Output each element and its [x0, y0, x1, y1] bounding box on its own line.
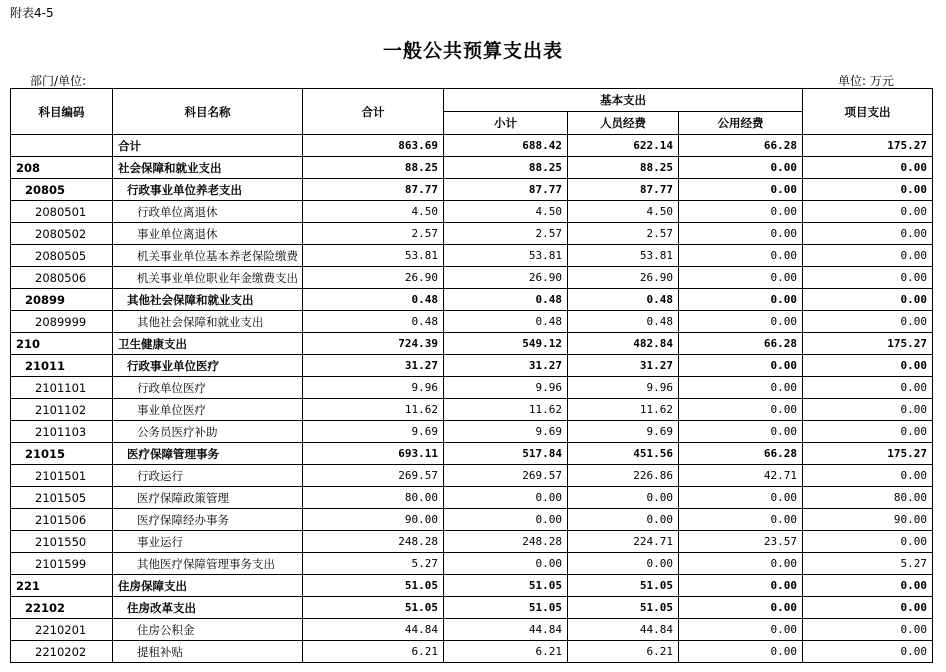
header-subtotal: 小计 — [444, 112, 568, 135]
cell-personnel: 9.69 — [568, 421, 679, 443]
cell-subtotal: 0.00 — [444, 487, 568, 509]
unit-label: 单位: 万元 — [838, 74, 894, 88]
cell-total: 269.57 — [303, 465, 444, 487]
cell-name: 事业单位离退休 — [113, 223, 303, 245]
header-project-expenditure: 项目支出 — [803, 89, 933, 135]
cell-subtotal: 517.84 — [444, 443, 568, 465]
cell-total: 0.48 — [303, 289, 444, 311]
table-row — [11, 289, 933, 311]
cell-name: 行政单位离退休 — [113, 201, 303, 223]
cell-subtotal: 0.48 — [444, 311, 568, 333]
cell-total: 724.39 — [303, 333, 444, 355]
cell-personnel: 0.00 — [568, 509, 679, 531]
cell-personnel: 53.81 — [568, 245, 679, 267]
header-basic-expenditure: 基本支出 — [444, 89, 803, 112]
cell-project: 175.27 — [803, 135, 933, 157]
cell-total: 5.27 — [303, 553, 444, 575]
cell-project: 0.00 — [803, 641, 933, 663]
cell-project: 0.00 — [803, 267, 933, 289]
cell-project: 0.00 — [803, 377, 933, 399]
table-row — [11, 377, 933, 399]
cell-public: 0.00 — [679, 553, 803, 575]
cell-personnel: 6.21 — [568, 641, 679, 663]
cell-project: 0.00 — [803, 531, 933, 553]
cell-total: 693.11 — [303, 443, 444, 465]
cell-total: 9.96 — [303, 377, 444, 399]
cell-project: 90.00 — [803, 509, 933, 531]
cell-public: 0.00 — [679, 575, 803, 597]
cell-code: 21015 — [11, 443, 113, 465]
cell-public: 0.00 — [679, 421, 803, 443]
cell-total: 51.05 — [303, 597, 444, 619]
table-body — [11, 135, 933, 663]
cell-total: 9.69 — [303, 421, 444, 443]
cell-total: 26.90 — [303, 267, 444, 289]
cell-project: 0.00 — [803, 223, 933, 245]
table-row — [11, 157, 933, 179]
header-total: 合计 — [303, 89, 444, 135]
cell-code: 2101550 — [11, 531, 113, 553]
cell-total: 2.57 — [303, 223, 444, 245]
cell-public: 0.00 — [679, 311, 803, 333]
cell-name: 行政事业单位养老支出 — [113, 179, 303, 201]
table-row — [11, 267, 933, 289]
cell-subtotal: 9.96 — [444, 377, 568, 399]
cell-code: 2101599 — [11, 553, 113, 575]
cell-project: 175.27 — [803, 333, 933, 355]
cell-code: 2101103 — [11, 421, 113, 443]
cell-code: 2101505 — [11, 487, 113, 509]
cell-name: 其他社会保障和就业支出 — [113, 289, 303, 311]
cell-personnel: 44.84 — [568, 619, 679, 641]
cell-code: 20899 — [11, 289, 113, 311]
department-label: 部门/单位: — [30, 74, 87, 88]
cell-personnel: 51.05 — [568, 597, 679, 619]
cell-public: 0.00 — [679, 355, 803, 377]
cell-total: 248.28 — [303, 531, 444, 553]
cell-project: 0.00 — [803, 355, 933, 377]
cell-public: 66.28 — [679, 333, 803, 355]
cell-name: 合计 — [113, 135, 303, 157]
cell-code: 208 — [11, 157, 113, 179]
cell-total: 31.27 — [303, 355, 444, 377]
cell-public: 66.28 — [679, 443, 803, 465]
cell-code: 22102 — [11, 597, 113, 619]
cell-personnel: 0.00 — [568, 487, 679, 509]
table-row — [11, 553, 933, 575]
cell-personnel: 622.14 — [568, 135, 679, 157]
cell-name: 事业单位医疗 — [113, 399, 303, 421]
cell-public: 0.00 — [679, 597, 803, 619]
table-row — [11, 575, 933, 597]
cell-subtotal: 26.90 — [444, 267, 568, 289]
cell-total: 863.69 — [303, 135, 444, 157]
cell-personnel: 51.05 — [568, 575, 679, 597]
cell-name: 医疗保障管理事务 — [113, 443, 303, 465]
cell-name: 卫生健康支出 — [113, 333, 303, 355]
cell-name: 提租补贴 — [113, 641, 303, 663]
cell-subtotal: 9.69 — [444, 421, 568, 443]
cell-code: 2101102 — [11, 399, 113, 421]
cell-total: 53.81 — [303, 245, 444, 267]
cell-code: 2080505 — [11, 245, 113, 267]
table-row — [11, 443, 933, 465]
cell-code: 2101506 — [11, 509, 113, 531]
cell-subtotal: 87.77 — [444, 179, 568, 201]
cell-public: 42.71 — [679, 465, 803, 487]
table-row — [11, 487, 933, 509]
cell-code: 221 — [11, 575, 113, 597]
cell-subtotal: 6.21 — [444, 641, 568, 663]
cell-total: 51.05 — [303, 575, 444, 597]
cell-public: 0.00 — [679, 289, 803, 311]
cell-project: 175.27 — [803, 443, 933, 465]
cell-subtotal: 0.00 — [444, 509, 568, 531]
cell-project: 0.00 — [803, 157, 933, 179]
cell-project: 0.00 — [803, 245, 933, 267]
cell-public: 0.00 — [679, 245, 803, 267]
cell-subtotal: 549.12 — [444, 333, 568, 355]
cell-personnel: 88.25 — [568, 157, 679, 179]
table-row — [11, 619, 933, 641]
cell-personnel: 4.50 — [568, 201, 679, 223]
table-row — [11, 333, 933, 355]
header-name: 科目名称 — [113, 89, 303, 135]
cell-public: 0.00 — [679, 267, 803, 289]
document-title: 一般公共预算支出表 — [382, 40, 563, 62]
cell-personnel: 0.48 — [568, 289, 679, 311]
attachment-note: 附表4-5 — [10, 6, 54, 20]
cell-public: 0.00 — [679, 179, 803, 201]
cell-name: 行政事业单位医疗 — [113, 355, 303, 377]
cell-public: 0.00 — [679, 157, 803, 179]
cell-subtotal: 0.00 — [444, 553, 568, 575]
cell-name: 社会保障和就业支出 — [113, 157, 303, 179]
cell-public: 0.00 — [679, 399, 803, 421]
table-row — [11, 597, 933, 619]
cell-code: 2101101 — [11, 377, 113, 399]
cell-total: 11.62 — [303, 399, 444, 421]
cell-code: 20805 — [11, 179, 113, 201]
cell-total: 0.48 — [303, 311, 444, 333]
cell-public: 0.00 — [679, 641, 803, 663]
cell-total: 44.84 — [303, 619, 444, 641]
cell-public: 0.00 — [679, 509, 803, 531]
cell-personnel: 2.57 — [568, 223, 679, 245]
cell-name: 医疗保障政策管理 — [113, 487, 303, 509]
cell-name: 住房改革支出 — [113, 597, 303, 619]
cell-total: 4.50 — [303, 201, 444, 223]
cell-subtotal: 31.27 — [444, 355, 568, 377]
cell-total: 90.00 — [303, 509, 444, 531]
cell-public: 0.00 — [679, 201, 803, 223]
cell-code: 2080506 — [11, 267, 113, 289]
budget-table — [10, 88, 933, 663]
cell-public: 0.00 — [679, 619, 803, 641]
cell-project: 0.00 — [803, 201, 933, 223]
cell-code: 2080501 — [11, 201, 113, 223]
cell-subtotal: 248.28 — [444, 531, 568, 553]
cell-total: 88.25 — [303, 157, 444, 179]
cell-code: 2210201 — [11, 619, 113, 641]
cell-name: 医疗保障经办事务 — [113, 509, 303, 531]
cell-personnel: 224.71 — [568, 531, 679, 553]
cell-public: 23.57 — [679, 531, 803, 553]
cell-project: 80.00 — [803, 487, 933, 509]
table-row — [11, 509, 933, 531]
cell-name: 其他医疗保障管理事务支出 — [113, 553, 303, 575]
cell-personnel: 451.56 — [568, 443, 679, 465]
cell-code: 2080502 — [11, 223, 113, 245]
cell-subtotal: 51.05 — [444, 597, 568, 619]
cell-subtotal: 11.62 — [444, 399, 568, 421]
header-personnel: 人员经费 — [568, 112, 679, 135]
cell-code — [11, 135, 113, 157]
cell-project: 0.00 — [803, 575, 933, 597]
cell-total: 6.21 — [303, 641, 444, 663]
cell-code: 21011 — [11, 355, 113, 377]
cell-code: 2089999 — [11, 311, 113, 333]
cell-project: 0.00 — [803, 179, 933, 201]
table-row — [11, 135, 933, 157]
cell-name: 行政单位医疗 — [113, 377, 303, 399]
cell-personnel: 0.48 — [568, 311, 679, 333]
cell-name: 住房保障支出 — [113, 575, 303, 597]
cell-subtotal: 44.84 — [444, 619, 568, 641]
cell-project: 0.00 — [803, 311, 933, 333]
cell-subtotal: 88.25 — [444, 157, 568, 179]
cell-name: 其他社会保障和就业支出 — [113, 311, 303, 333]
cell-subtotal: 4.50 — [444, 201, 568, 223]
cell-personnel: 9.96 — [568, 377, 679, 399]
cell-public: 0.00 — [679, 223, 803, 245]
header-public: 公用经费 — [679, 112, 803, 135]
cell-total: 87.77 — [303, 179, 444, 201]
cell-total: 80.00 — [303, 487, 444, 509]
cell-personnel: 0.00 — [568, 553, 679, 575]
table-row — [11, 311, 933, 333]
cell-name: 住房公积金 — [113, 619, 303, 641]
cell-code: 2210202 — [11, 641, 113, 663]
table-row — [11, 201, 933, 223]
cell-project: 0.00 — [803, 421, 933, 443]
cell-project: 0.00 — [803, 619, 933, 641]
cell-personnel: 26.90 — [568, 267, 679, 289]
cell-code: 2101501 — [11, 465, 113, 487]
cell-subtotal: 2.57 — [444, 223, 568, 245]
cell-public: 0.00 — [679, 487, 803, 509]
cell-project: 0.00 — [803, 465, 933, 487]
cell-name: 行政运行 — [113, 465, 303, 487]
header-code: 科目编码 — [11, 89, 113, 135]
table-row — [11, 465, 933, 487]
cell-name: 事业运行 — [113, 531, 303, 553]
cell-personnel: 482.84 — [568, 333, 679, 355]
cell-subtotal: 51.05 — [444, 575, 568, 597]
cell-subtotal: 53.81 — [444, 245, 568, 267]
cell-code: 210 — [11, 333, 113, 355]
table-row — [11, 179, 933, 201]
cell-name: 公务员医疗补助 — [113, 421, 303, 443]
table-row — [11, 399, 933, 421]
cell-personnel: 31.27 — [568, 355, 679, 377]
table-row — [11, 421, 933, 443]
cell-public: 66.28 — [679, 135, 803, 157]
cell-name: 机关事业单位职业年金缴费支出 — [113, 267, 303, 289]
cell-subtotal: 688.42 — [444, 135, 568, 157]
cell-name: 机关事业单位基本养老保险缴费 — [113, 245, 303, 267]
table-row — [11, 355, 933, 377]
cell-subtotal: 269.57 — [444, 465, 568, 487]
cell-project: 5.27 — [803, 553, 933, 575]
cell-project: 0.00 — [803, 289, 933, 311]
cell-subtotal: 0.48 — [444, 289, 568, 311]
cell-project: 0.00 — [803, 399, 933, 421]
cell-public: 0.00 — [679, 377, 803, 399]
cell-personnel: 11.62 — [568, 399, 679, 421]
cell-personnel: 226.86 — [568, 465, 679, 487]
table-row — [11, 245, 933, 267]
table-row — [11, 531, 933, 553]
table-row — [11, 223, 933, 245]
cell-project: 0.00 — [803, 597, 933, 619]
cell-personnel: 87.77 — [568, 179, 679, 201]
table-row — [11, 641, 933, 663]
